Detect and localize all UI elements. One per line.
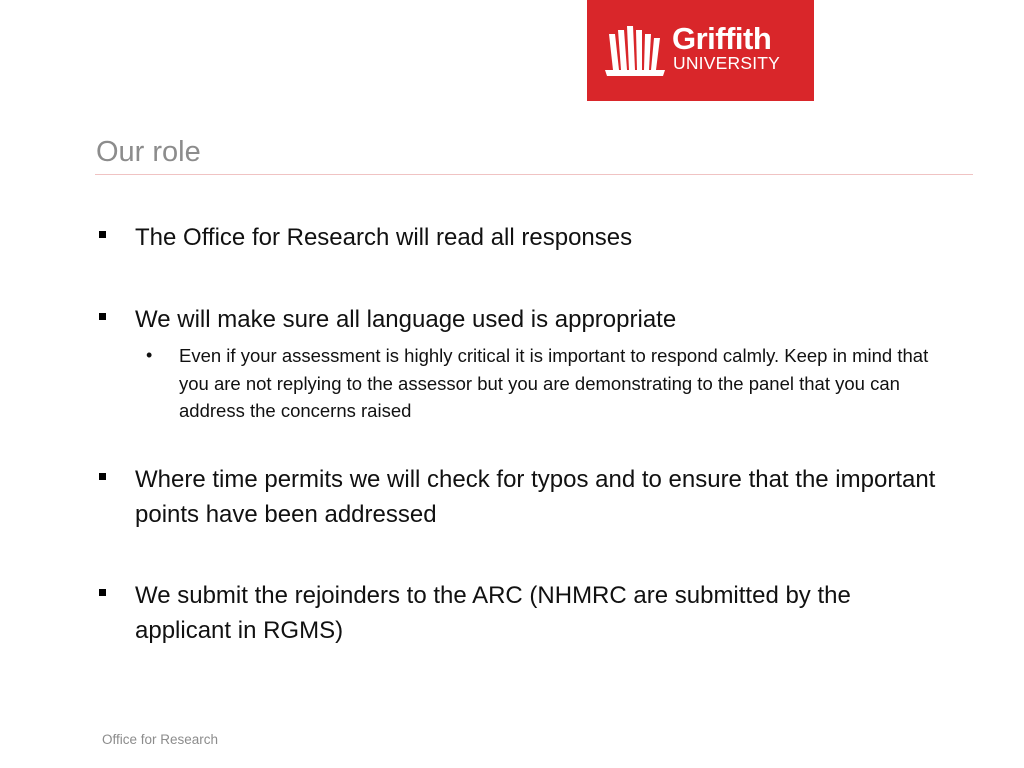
title-divider [95,174,973,175]
bullet-text: The Office for Research will read all responses [135,224,633,251]
slide-title: Our role [96,136,201,168]
bullet-text: We submit the rejoinders to the ARC (NHMRC are submitted by the applicant in RGMS) [135,582,851,644]
logo-name-line1: Griffith [672,21,772,56]
footer-text: Office for Research [102,732,219,747]
square-bullet-icon [99,589,106,596]
bullet-text: Where time permits we will check for typos and to ensure that the important points have been addressed [135,466,936,528]
bullet-text: We will make sure all language used is appropriate [135,306,677,333]
logo-name-line2: UNIVERSITY [673,53,781,73]
sub-bullet-text: Even if your assessment is highly critical it is important to respond calmly. Keep in mind that you are not replying to the assessor but you are demonstrating to the panel that you can address the concerns raised [179,345,929,421]
square-bullet-icon [99,473,106,480]
square-bullet-icon [99,231,106,238]
dot-bullet-icon: • [146,345,153,365]
square-bullet-icon [99,313,106,320]
